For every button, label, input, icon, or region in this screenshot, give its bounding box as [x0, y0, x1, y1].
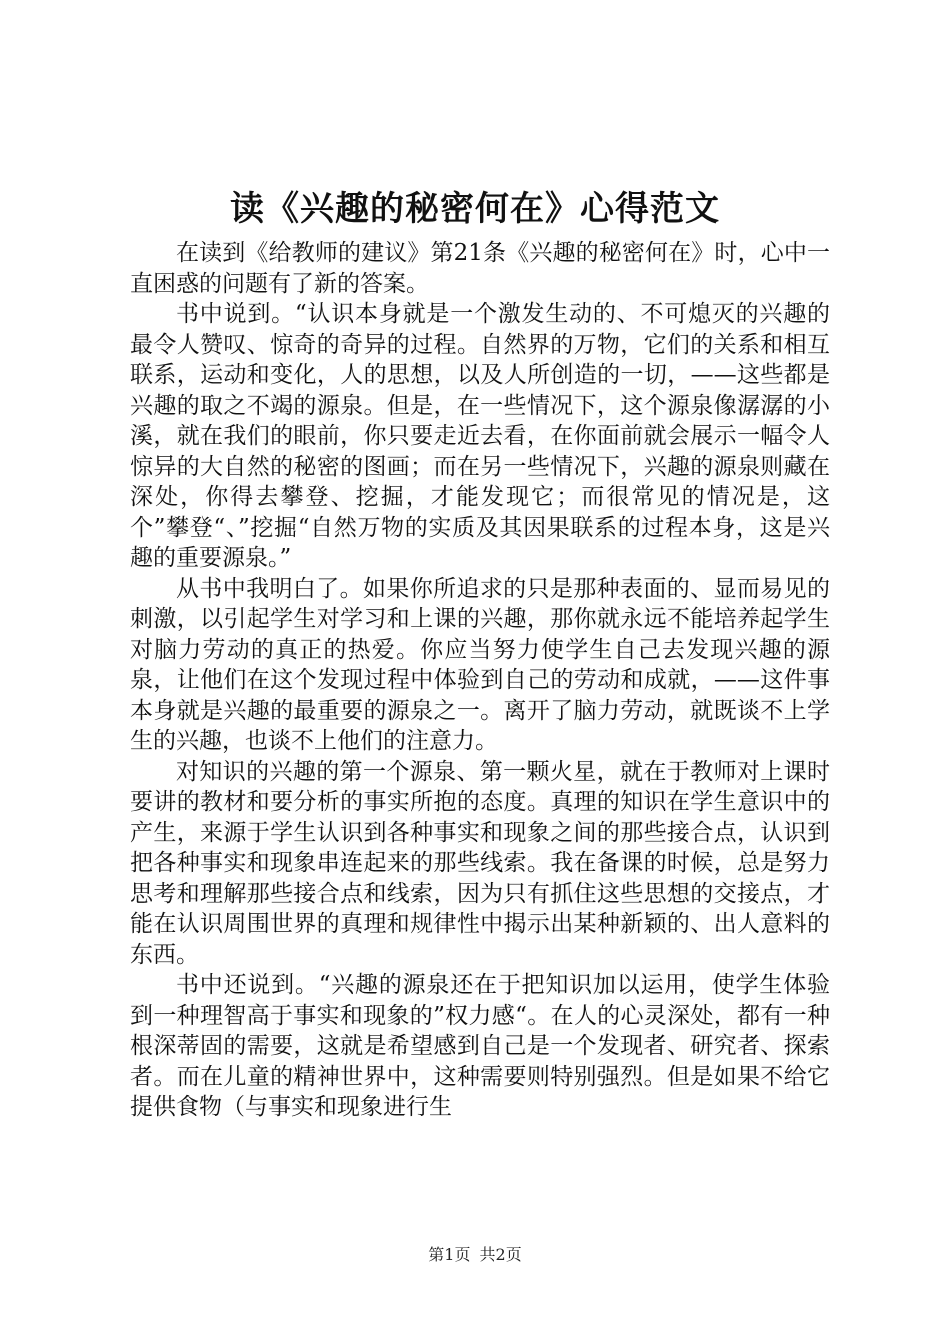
page-total: 共2页: [479, 1245, 522, 1264]
paragraph-2: 书中说到。“认识本身就是一个激发生动的、不可熄灭的兴趣的最令人赞叹、惊奇的奇异的过程。自然界的万物，它们的关系和相互联系，运动和变化，人的思想，以及人所创造的一切，——这些都是兴趣的取之不竭的源泉。但是，在一些情况下，这个源泉像潺潺的小溪，就在我们的眼前，你只要走近去看，在你面前就会展示一幅令人惊异的大自然的秘密的图画；而在另一些情况下，兴趣的源泉则藏在深处，你得去攀登、挖掘，才能发现它；而很常见的情况是，这个”攀登“、”挖掘“自然万物的实质及其因果联系的过程本身，这是兴趣的重要源泉。”: [130, 301, 830, 571]
paragraph-1: 在读到《给教师的建议》第21条《兴趣的秘密何在》时，心中一直困惑的问题有了新的答案。: [130, 240, 830, 297]
paragraph-4: 对知识的兴趣的第一个源泉、第一颗火星，就在于教师对上课时要讲的教材和要分析的事实所抱的态度。真理的知识在学生意识中的产生，来源于学生认识到各种事实和现象之间的那些接合点，认识到把各种事实和现象串连起来的那些线索。我在备课的时候，总是努力思考和理解那些接合点和线索，因为只有抓住这些思想的交接点，才能在认识周围世界的真理和规律性中揭示出某种新颖的、出人意料的东西。: [130, 758, 830, 968]
paragraph-5: 书中还说到。“兴趣的源泉还在于把知识加以运用，使学生体验到一种理智高于事实和现象的”权力感“。在人的心灵深处，都有一种根深蒂固的需要，这就是希望感到自己是一个发现者、研究者、探索者。而在儿童的精神世界中，这种需要则特别强烈。但是如果不给它提供食物（与事实和现象进行生: [130, 972, 830, 1120]
page-number: 第1页: [428, 1245, 471, 1264]
paragraph-3: 从书中我明白了。如果你所追求的只是那种表面的、显而易见的刺激，以引起学生对学习和上课的兴趣，那你就永远不能培养起学生对脑力劳动的真正的热爱。你应当努力使学生自己去发现兴趣的源泉，让他们在这个发现过程中体验到自己的劳动和成就，——这件事本身就是兴趣的最重要的源泉之一。离开了脑力劳动，就既谈不上学生的兴趣，也谈不上他们的注意力。: [130, 575, 830, 754]
document-title: 读《兴趣的秘密何在》心得范文: [230, 189, 720, 229]
page-footer: [0, 1245, 950, 1265]
document-body: [130, 238, 830, 1123]
